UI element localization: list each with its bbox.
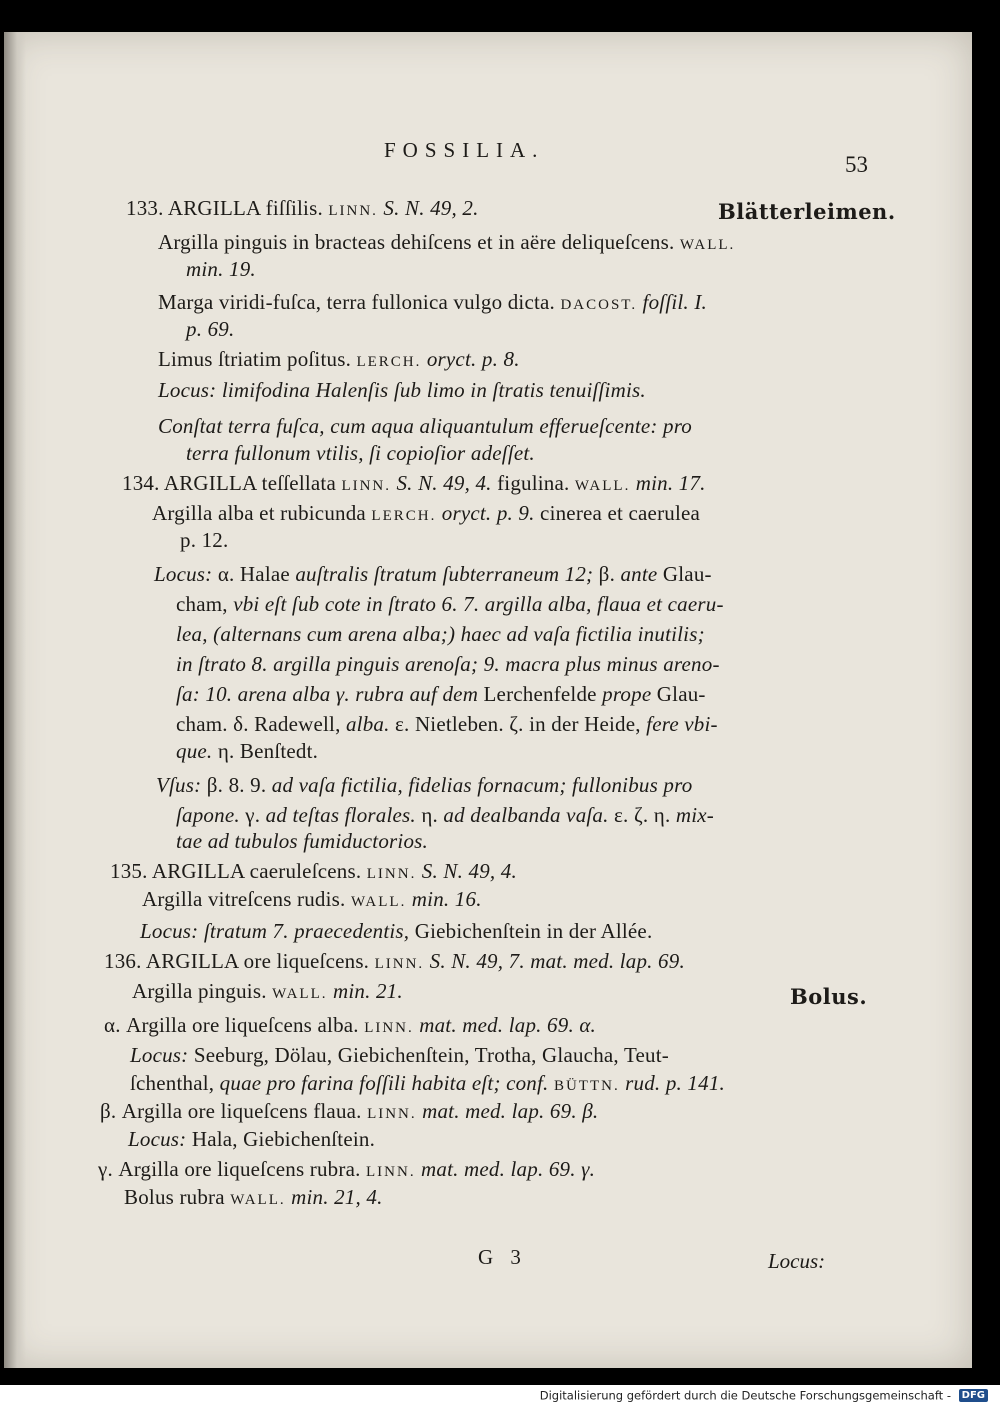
digitization-footer (540, 1388, 988, 1406)
page-number: 53 (845, 152, 868, 177)
entry-136-synonym: Argilla pinguis. WALL. min. 21. (132, 979, 403, 1003)
running-header: FOSSILIA. (384, 138, 545, 162)
signature-mark: G 3 (478, 1245, 527, 1269)
entry-134-locus-7: que. η. Benſtedt. (176, 739, 319, 763)
entry-136-beta: β. Argilla ore liqueſcens flaua. LINN. mat. med. lap. 69. β. (100, 1099, 599, 1123)
page-gutter-shadow (4, 32, 26, 1368)
entry-134-locus-2: cham, vbi eſt ſub cote in ſtrato 6. 7. argilla alba, flaua et caeru- (176, 592, 724, 616)
entry-135-locus: Locus: ſtratum 7. praecedentis, Giebichenſtein in der Allée. (140, 919, 653, 943)
entry-133-german-name: Blätterleimen. (718, 199, 896, 224)
entry-134-usus-1: Vſus: β. 8. 9. ad vaſa fictilia, fidelias fornacum; fullonibus pro (156, 773, 693, 797)
entry-134-synonym-1-cont: p. 12. (180, 528, 229, 552)
entry-134-locus-4: in ſtrato 8. argilla pinguis arenoſa; 9. macra plus minus areno- (176, 652, 720, 676)
entry-133-synonym-2-ref: p. 69. (186, 317, 235, 341)
entry-134-usus-2: ſapone. γ. ad teſtas florales. η. ad dealbanda vaſa. ε. ζ. η. mix- (176, 803, 714, 827)
entry-136-gamma: γ. Argilla ore liqueſcens rubra. LINN. mat. med. lap. 69. γ. (98, 1157, 596, 1181)
entry-136-alpha-locus-2: ſchenthal, quae pro farina foſſili habita eſt; conf. BÜTTN. rud. p. 141. (130, 1071, 725, 1095)
entry-133-heading: 133. ARGILLA fiſſilis. LINN. S. N. 49, 2. (126, 196, 479, 220)
entry-135-synonym: Argilla vitreſcens rudis. WALL. min. 16. (142, 887, 482, 911)
entry-134-heading: 134. ARGILLA teſſellata LINN. S. N. 49, 4. figulina. WALL. min. 17. (122, 471, 706, 495)
entry-133-synonym-3: Limus ſtriatim poſitus. LERCH. oryct. p. 8. (158, 347, 520, 371)
entry-136-gamma-synonym: Bolus rubra WALL. min. 21, 4. (124, 1185, 383, 1209)
catchword: Locus: (768, 1249, 826, 1273)
entry-134-synonym-1: Argilla alba et rubicunda LERCH. oryct. p. 9. cinerea et caerulea (152, 501, 701, 525)
entry-134-locus-1: Locus: α. Halae auſtralis ſtratum ſubterraneum 12; β. ante Glau- (154, 562, 712, 586)
entry-134-usus-3: tae ad tubulos fumiductorios. (176, 829, 428, 853)
entry-136-alpha-locus-1: Locus: Seeburg, Dölau, Giebichenſtein, Trotha, Glaucha, Teut- (130, 1043, 669, 1067)
entry-135-heading: 135. ARGILLA caeruleſcens. LINN. S. N. 49, 4. (110, 859, 517, 883)
entry-134-locus-3: lea, (alternans cum arena alba;) haec ad vaſa fictilia inutilis; (176, 622, 705, 646)
entry-134-locus-6: cham. δ. Radewell, alba. ε. Nietleben. ζ. in der Heide, fere vbi- (176, 712, 718, 736)
dfg-logo-icon: DFG (959, 1389, 988, 1402)
entry-133-note-1: Conſtat terra fuſca, cum aqua aliquantulum efferueſcente: pro (158, 414, 693, 438)
entry-136-german-name: Bolus. (790, 984, 868, 1009)
entry-134-locus-5: ſa: 10. arena alba γ. rubra auf dem Lerchenfelde prope Glau- (176, 682, 706, 706)
entry-133-note-2: terra fullonum vtilis, ſi copioſior adeſſet. (186, 441, 535, 465)
entry-136-beta-locus: Locus: Hala, Giebichenſtein. (128, 1127, 376, 1151)
entry-133-locus: Locus: limifodina Halenſis ſub limo in ſtratis tenuiſſimis. (158, 378, 646, 402)
entry-133-synonym-2: Marga viridi-fuſca, terra fullonica vulgo dicta. DACOST. foſſil. I. (158, 290, 707, 314)
entry-133-synonym-1: Argilla pinguis in bracteas dehiſcens et in aëre deliqueſcens. WALL. (158, 230, 736, 254)
entry-136-alpha: α. Argilla ore liqueſcens alba. LINN. mat. med. lap. 69. α. (104, 1013, 597, 1037)
footer-credit-text: Digitalisierung gefördert durch die Deutsche Forschungsgemeinschaft - (539, 1388, 951, 1403)
entry-136-heading: 136. ARGILLA ore liqueſcens. LINN. S. N. 49, 7. mat. med. lap. 69. (104, 949, 685, 973)
entry-133-synonym-1-ref: min. 19. (186, 257, 256, 281)
